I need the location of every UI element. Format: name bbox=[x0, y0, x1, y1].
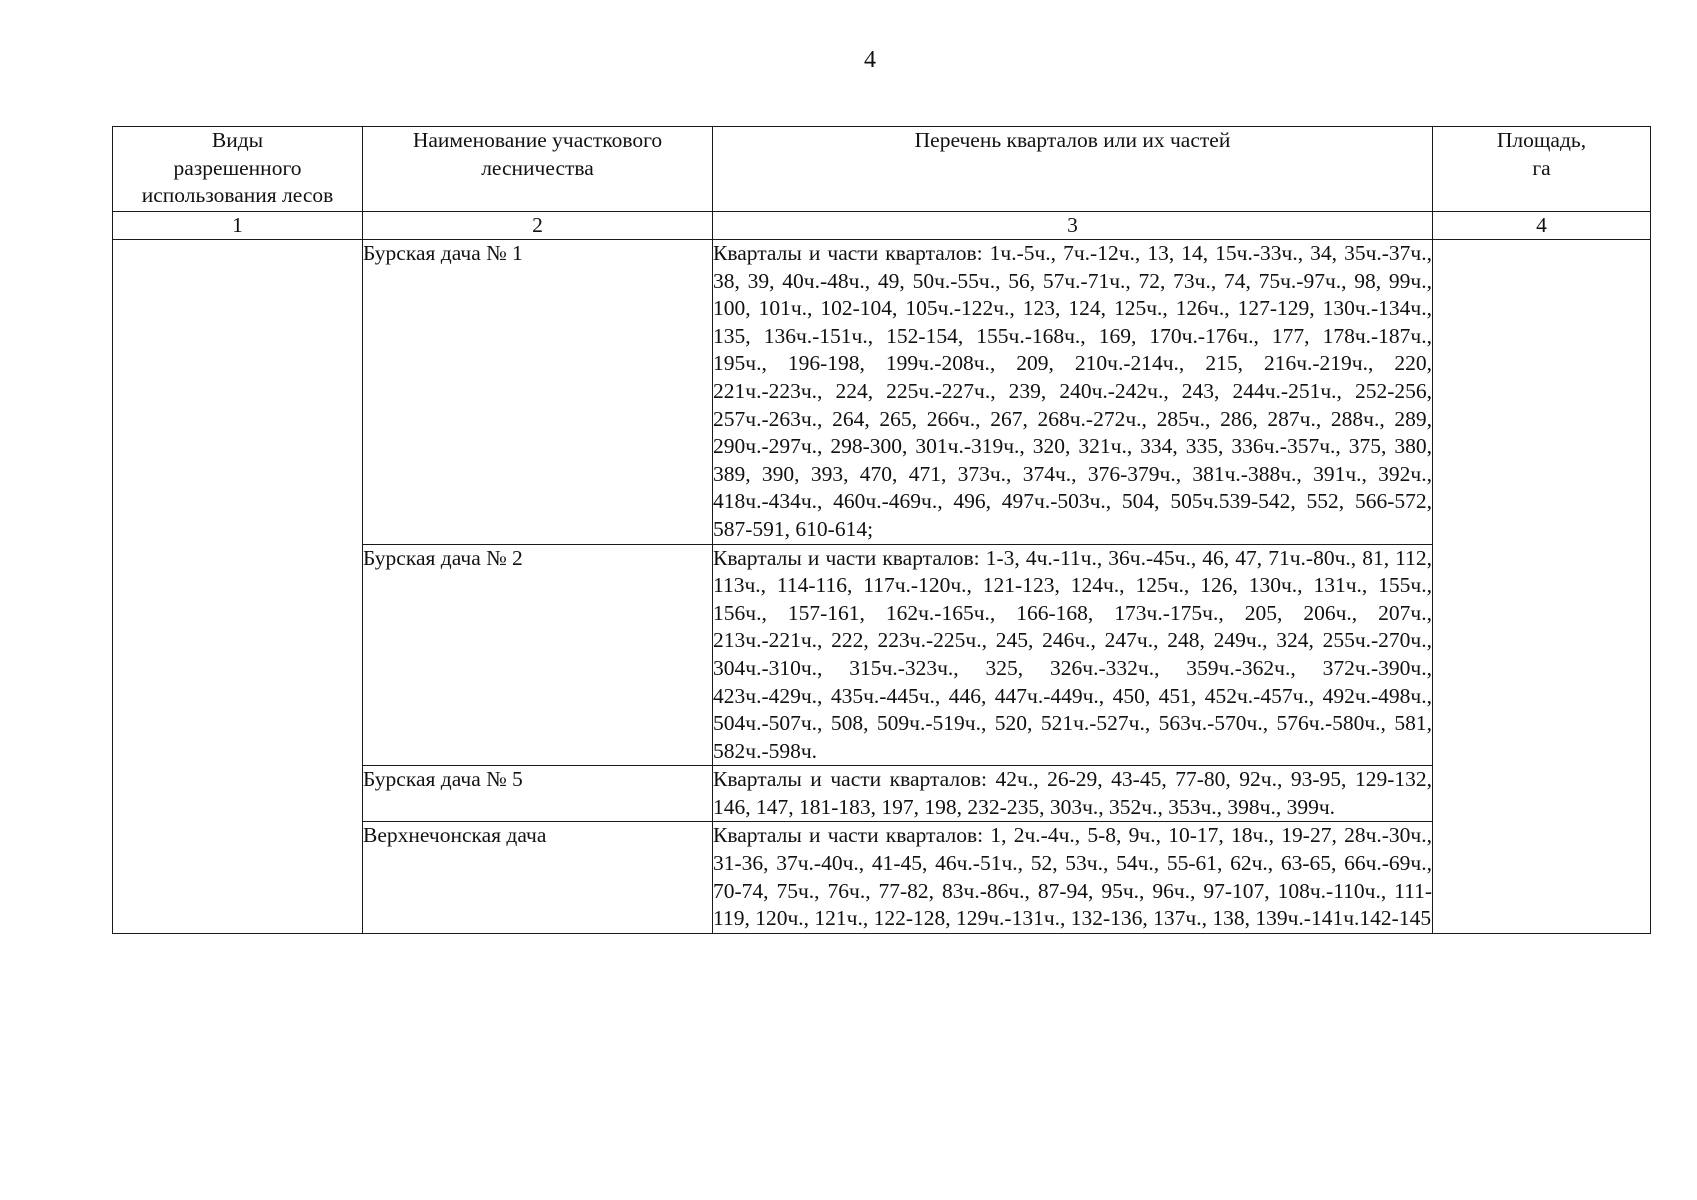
header-line: га bbox=[1532, 155, 1551, 180]
column-number: 4 bbox=[1433, 212, 1651, 240]
forestry-name-cell: Верхнечонская дача bbox=[363, 822, 713, 933]
header-area bbox=[1433, 127, 1651, 212]
column-number: 3 bbox=[713, 212, 1433, 240]
header-line: Площадь, bbox=[1496, 128, 1587, 152]
header-line: разрешенного bbox=[173, 155, 302, 180]
header-line: Наименование участкового bbox=[412, 128, 663, 152]
page-number: 4 bbox=[864, 47, 876, 73]
header-line: использования лесов bbox=[141, 183, 334, 208]
column-number: 2 bbox=[363, 212, 713, 240]
usage-type-cell bbox=[113, 240, 363, 934]
quarters-list-cell: Кварталы и части кварталов: 1-3, 4ч.-11ч., 36ч.-45ч., 46, 47, 71ч.-80ч., 81, 112, 113ч., 114-116, 117ч.-120ч., 121-123, 124ч., 125ч., 126, 130ч., 131ч., 155ч., 156ч., 157-161, 162ч.-165ч., 166-168, 173ч.-175ч., 205, 206ч., 207ч., 213ч.-221ч., 222, 223ч.-225ч., 245, 246ч., 247ч., 248, 249ч., 324, 255ч.-270ч., 304ч.-310ч., 315ч.-323ч., 325, 326ч.-332ч., 359ч.-362ч., 372ч.-390ч., 423ч.-429ч., 435ч.-445ч., 446, 447ч.-449ч., 450, 451, 452ч.-457ч., 492ч.-498ч., 504ч.-507ч., 508, 509ч.-519ч., 520, 521ч.-527ч., 563ч.-570ч., 576ч.-580ч., 581, 582ч.-598ч. bbox=[713, 544, 1433, 766]
quarters-list-cell: Кварталы и части кварталов: 1ч.-5ч., 7ч.-12ч., 13, 14, 15ч.-33ч., 34, 35ч.-37ч., 38, 39, 40ч.-48ч., 49, 50ч.-55ч., 56, 57ч.-71ч., 72, 73ч., 74, 75ч.-97ч., 98, 99ч., 100, 101ч., 102-104, 105ч.-122ч., 123, 124, 125ч., 126ч., 127-129, 130ч.-134ч., 135, 136ч.-151ч., 152-154, 155ч.-168ч., 169, 170ч.-176ч., 177, 178ч.-187ч., 195ч., 196-198, 199ч.-208ч., 209, 210ч.-214ч., 215, 216ч.-219ч., 220, 221ч.-223ч., 224, 225ч.-227ч., 239, 240ч.-242ч., 243, 244ч.-251ч., 252-256, 257ч.-263ч., 264, 265, 266ч., 267, 268ч.-272ч., 285ч., 286, 287ч., 288ч., 289, 290ч.-297ч., 298-300, 301ч.-319ч., 320, 321ч., 334, 335, 336ч.-357ч., 375, 380, 389, 390, 393, 470, 471, 373ч., 374ч., 376-379ч., 381ч.-388ч., 391ч., 392ч., 418ч.-434ч., 460ч.-469ч., 496, 497ч.-503ч., 504, 505ч.539-542, 552, 566-572, 587-591, 610-614; bbox=[713, 240, 1433, 545]
table-row bbox=[113, 240, 1651, 545]
column-number: 1 bbox=[113, 212, 363, 240]
header-line: Перечень кварталов или их частей bbox=[914, 128, 1231, 152]
header-usage-type bbox=[113, 127, 363, 212]
quarters-list-cell: Кварталы и части кварталов: 42ч., 26-29, 43-45, 77-80, 92ч., 93-95, 129-132, 146, 147, 181-183, 197, 198, 232-235, 303ч., 352ч., 353ч., 398ч., 399ч. bbox=[713, 766, 1433, 822]
forest-quarters-table bbox=[112, 126, 1651, 934]
table-header-row bbox=[113, 127, 1651, 212]
quarters-list-cell: Кварталы и части кварталов: 1, 2ч.-4ч., 5-8, 9ч., 10-17, 18ч., 19-27, 28ч.-30ч., 31-36, 37ч.-40ч., 41-45, 46ч.-51ч., 52, 53ч., 54ч., 55-61, 62ч., 63-65, 66ч.-69ч., 70-74, 75ч., 76ч., 77-82, 83ч.-86ч., 87-94, 95ч., 96ч., 97-107, 108ч.-110ч., 111-119, 120ч., 121ч., 122-128, 129ч.-131ч., 132-136, 137ч., 138, 139ч.-141ч.142-145 bbox=[713, 822, 1433, 933]
header-forestry-name bbox=[363, 127, 713, 212]
column-number-row bbox=[113, 212, 1651, 240]
header-quarters-list bbox=[713, 127, 1433, 212]
forestry-name-cell: Бурская дача № 5 bbox=[363, 766, 713, 822]
header-line: Виды bbox=[211, 128, 264, 152]
forestry-name-cell: Бурская дача № 2 bbox=[363, 544, 713, 766]
area-cell bbox=[1433, 240, 1651, 934]
forestry-name-cell: Бурская дача № 1 bbox=[363, 240, 713, 545]
header-line: лесничества bbox=[481, 155, 594, 180]
